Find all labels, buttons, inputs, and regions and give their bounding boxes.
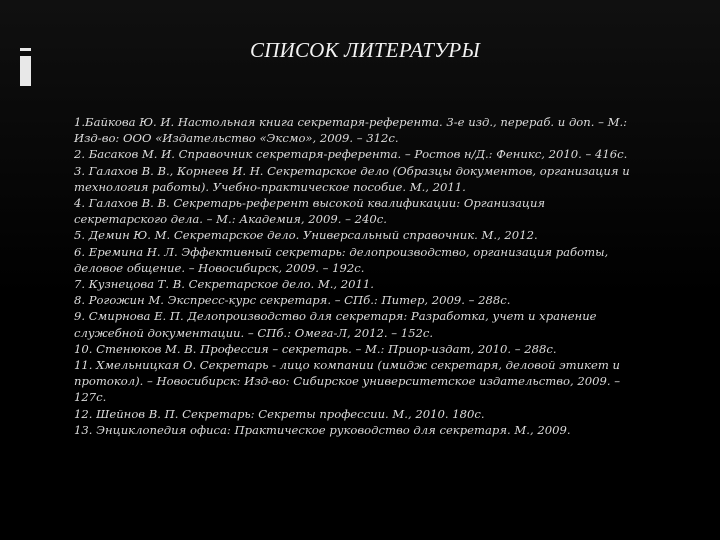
reference-line: 3. Галахов В. В., Корнеев И. Н. Секретарское дело (Образцы документов, организация и: [74, 163, 630, 178]
reference-line: 6. Еремина Н. Л. Эффективный секретарь: делопроизводство, организация работы,: [74, 244, 609, 259]
reference-line: 10. Стенюков М. В. Профессия – секретарь. – М.: Приор-издат, 2010. – 288с.: [74, 341, 557, 356]
reference-line: 9. Смирнова Е. П. Делопроизводство для секретаря: Разработка, учет и хранение: [74, 309, 597, 324]
reference-line: 13. Энциклопедия офиса: Практическое руководство для секретаря. М., 2009.: [74, 422, 571, 437]
slide-title: СПИСОК ЛИТЕРАТУРЫ: [250, 38, 480, 62]
reference-line: Изд-во: ООО «Издательство «Эксмо», 2009. – 312с.: [74, 131, 399, 146]
reference-line: 5. Демин Ю. М. Секретарское дело. Универсальный справочник. М., 2012.: [74, 228, 538, 243]
reference-list: [74, 114, 680, 438]
reference-line: 2. Басаков М. И. Справочник секретаря-референта. – Ростов н/Д.: Феникс, 2010. – 416с.: [74, 147, 628, 162]
reference-line: 11. Хмельницкая О. Секретарь - лицо компании (имидж секретаря, деловой этикет и: [74, 358, 620, 373]
reference-line: 127с.: [74, 390, 107, 405]
reference-line: деловое общение. – Новосибирск, 2009. – 192с.: [74, 260, 365, 275]
reference-line: 8. Рогожин М. Экспресс-курс секретаря. – СПб.: Питер, 2009. – 288с.: [74, 293, 511, 308]
reference-line: 4. Галахов В. В. Секретарь-референт высокой квалификации: Организация: [74, 196, 546, 211]
reference-line: секретарского дела. – М.: Академия, 2009. – 240с.: [74, 212, 387, 227]
reference-line: 1.Байкова Ю. И. Настольная книга секретаря-референта. 3-е изд., перераб. и доп. – М.:: [74, 115, 628, 129]
reference-line: технология работы). Учебно-практическое пособие. М., 2011.: [74, 179, 466, 194]
reference-line: 7. Кузнецова Т. В. Секретарское дело. М., 2011.: [74, 277, 374, 292]
reference-line: протокол). – Новосибирск: Изд-во: Сибирское университетское издательство, 2009. –: [74, 374, 620, 389]
reference-line: 12. Шейнов В. П. Секретарь: Секреты профессии. М., 2010. 180с.: [74, 406, 485, 421]
reference-line: служебной документации. – СПб.: Омега-Л, 2012. – 152с.: [74, 325, 434, 340]
